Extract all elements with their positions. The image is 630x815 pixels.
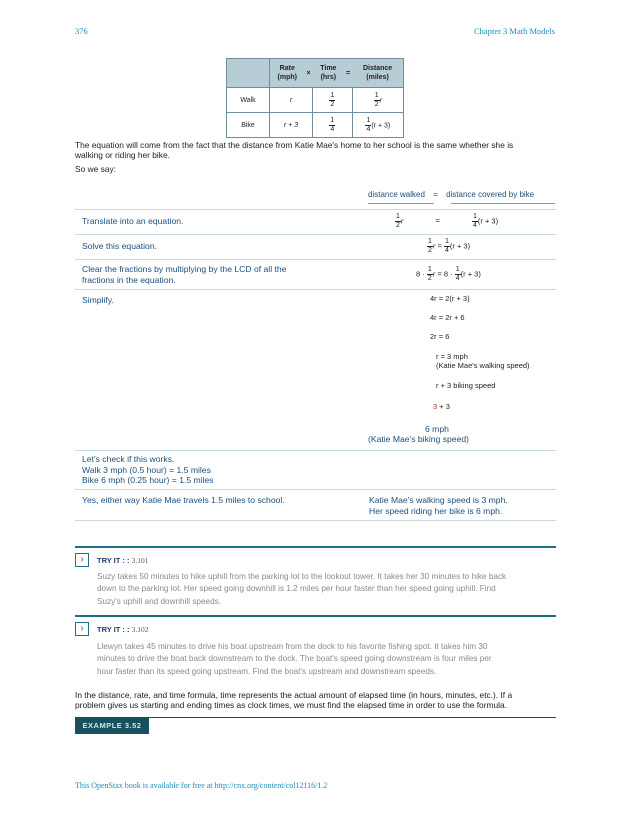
step-translate: Translate into an equation. <box>82 216 184 226</box>
word-equals: = <box>433 190 438 199</box>
try-it-label: TRY IT : : 3.102 <box>97 625 149 634</box>
divider <box>75 289 556 290</box>
divider <box>75 489 556 490</box>
try-it-text <box>97 641 557 678</box>
simplify-line-2: 4r = 2r + 6 <box>430 313 465 322</box>
distance-cell: $\frac{1}{4}$ (r + 3) <box>352 113 403 138</box>
check-line: Walk 3 mph (0.5 hour) = 1.5 miles <box>82 464 211 475</box>
distance-bike-label: distance covered by bike <box>446 190 535 199</box>
table-corner <box>227 59 270 88</box>
try-line: Llewyn takes 45 minutes to drive his boat upstream from the dock to his favorite fishing spot. It takes him 30 <box>97 642 488 651</box>
step-clear-fractions <box>82 264 286 285</box>
check-line: Let's check if this works. <box>82 454 175 464</box>
eq-solve: $\frac{1}{2}$ r = $\frac{1}{4}$ (r + 3) <box>428 238 471 254</box>
rate-cell: r + 3 <box>270 113 313 138</box>
distance-header: Distance (miles) <box>352 59 403 88</box>
row-label: Walk <box>227 88 270 113</box>
step-simplify: Simplify. <box>82 295 114 305</box>
try-it-rule <box>75 546 556 548</box>
chevron-right-icon[interactable]: › <box>75 622 89 636</box>
rate-time-distance-table <box>226 58 404 138</box>
step-solve: Solve this equation. <box>82 241 158 251</box>
simplify-line-5: r + 3 biking speed <box>436 381 496 390</box>
rate-header: Rate (mph) <box>270 59 305 88</box>
divider <box>75 450 556 451</box>
equals-symbol: = <box>344 59 352 88</box>
word-equation <box>368 190 534 199</box>
simplify-line-6: 3 + 3 <box>433 402 450 411</box>
time-cell: $\frac{1}{2}$ <box>313 88 353 113</box>
conclusion-line: Her speed riding her bike is 6 mph. <box>369 505 503 516</box>
eq-translate: $\frac{1}{2}$ r = $\frac{1}{4}$ (r + 3) <box>396 213 499 229</box>
conclusion-line: Katie Mae's walking speed is 3 mph. <box>369 495 508 505</box>
so-we-say: So we say: <box>75 164 116 174</box>
closing-paragraph <box>75 690 565 710</box>
divider <box>75 520 556 521</box>
underline-walked <box>368 203 434 204</box>
distance-cell: $\frac{1}{2}$ r <box>352 88 403 113</box>
divider <box>75 234 556 235</box>
conclusion-left: Yes, either way Katie Mae travels 1.5 miles to school. <box>82 495 285 505</box>
try-line: Suzy's uphill and downhill speeds. <box>97 596 221 606</box>
chapter-title: Chapter 3 Math Models <box>474 26 555 36</box>
simplify-line-3: 2r = 6 <box>430 332 450 341</box>
step-line: fractions in the equation. <box>82 274 176 285</box>
check-line: Bike 6 mph (0.25 hour) = 1.5 miles <box>82 475 214 485</box>
time-header: Time (hrs) <box>313 59 345 88</box>
highlight-value: 3 <box>433 402 438 411</box>
intro-paragraph <box>75 140 565 160</box>
simplify-line-4a: r = 3 mph <box>436 352 468 361</box>
try-it-text <box>97 571 557 608</box>
try-line: down to the parking lot. Her speed going downhill is 1.2 miles per hour faster than her speed going uphill. Find <box>97 584 496 594</box>
try-line: minutes to drive the boat back downstream to the dock. The boat's speed going downstream is four miles per <box>97 654 492 664</box>
chevron-right-icon[interactable]: › <box>75 553 89 567</box>
closing-line: problem gives us starting and ending times as clock times, we must find the elapsed time in order to use the formula. <box>75 700 507 710</box>
simplify-line-7a: 6 mph <box>425 424 449 434</box>
table-row <box>227 113 404 138</box>
intro-line: walking or riding her bike. <box>75 150 170 160</box>
check-block <box>82 454 214 486</box>
simplify-line-1: 4r = 2(r + 3) <box>430 294 470 303</box>
example-label: EXAMPLE 3.52 <box>75 717 149 734</box>
page-number: 376 <box>75 26 88 36</box>
try-it-label: TRY IT : : 3.101 <box>97 556 149 565</box>
step-line: Clear the fractions by multiplying by the LCD of all the <box>82 264 287 274</box>
try-line: hour faster than its speed going upstream. Find the boat's upstream and downstream speeds. <box>97 666 437 676</box>
row-label: Bike <box>227 113 270 138</box>
try-it-rule <box>75 615 556 617</box>
underline-bike <box>451 203 555 204</box>
closing-line: In the distance, rate, and time formula, time represents the actual amount of elapsed time (in hours, minutes, etc.). If a <box>75 690 513 700</box>
rate-cell: r <box>270 88 313 113</box>
footer-text: This OpenStax book is available for free at http://cnx.org/content/col12116/1.2 <box>75 781 328 790</box>
distance-walked-label: distance walked <box>368 190 425 199</box>
simplify-line-7b: (Katie Mae's biking speed) <box>368 434 469 444</box>
times-symbol: × <box>305 59 313 88</box>
divider <box>75 209 556 210</box>
try-line: Suzy takes 50 minutes to hike uphill from the parking lot to the lookout tower. It takes her 30 minutes to hike back <box>97 572 507 581</box>
table-row <box>227 88 404 113</box>
time-cell: $\frac{1}{4}$ <box>313 113 353 138</box>
divider <box>75 259 556 260</box>
eq-clear-fractions: 8 · $\frac{1}{2}$ r = 8 · $\frac{1}{4}$ (r + 3) <box>416 266 481 282</box>
conclusion-right <box>369 495 508 516</box>
simplify-line-4b: (Katie Mae's walking speed) <box>436 361 530 370</box>
intro-line: The equation will come from the fact that the distance from Katie Mae's home to her school is the same whether she is <box>75 140 514 150</box>
